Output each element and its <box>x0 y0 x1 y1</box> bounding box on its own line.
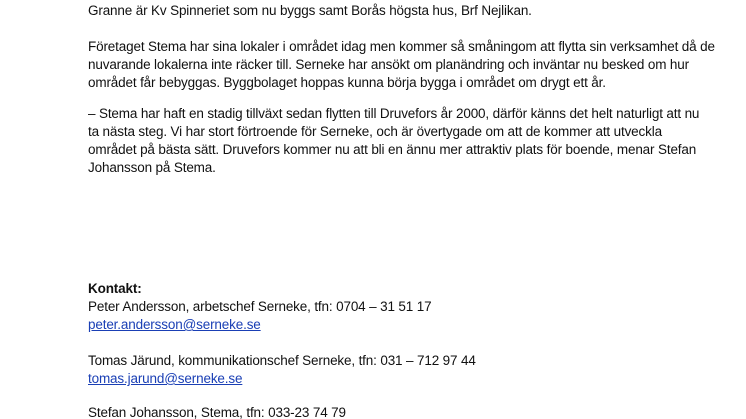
paragraph1-line3: området får bebyggas. Byggbolaget hoppas kunna börja bygga i området om drygt ett år. <box>88 75 606 90</box>
paragraph1-line1: Företaget Stema har sina lokaler i området idag men kommer så småningom att flytta sin verksamhet då de <box>88 39 715 54</box>
contact-peter-email-link[interactable]: peter.andersson@serneke.se <box>88 317 261 332</box>
contact-heading: Kontakt: <box>88 281 142 296</box>
contact-stefan-info: Stefan Johansson, Stema, tfn: 033-23 74 79 <box>88 405 346 419</box>
contact-tomas-email-link[interactable]: tomas.jarund@serneke.se <box>88 371 243 386</box>
paragraph1-line2: nuvarande lokalerna inte räcker till. Serneke har ansökt om planändring och inväntar nu besked om hur <box>88 57 689 72</box>
paragraph2-line2: ta nästa steg. Vi har stort förtroende för Serneke, och är övertygade om att de kommer att utveckla <box>88 124 662 139</box>
paragraph2-line4: Johansson på Stema. <box>88 160 216 175</box>
paragraph2-line3: området på bästa sätt. Druvefors kommer nu att bli en ännu mer attraktiv plats för boende, menar Stefan <box>88 142 697 157</box>
intro-line: Granne är Kv Spinneriet som nu byggs samt Borås högsta hus, Brf Nejlikan. <box>88 3 532 18</box>
paragraph2-line1: – Stema har haft en stadig tillväxt sedan flytten till Druvefors år 2000, därför känns det helt naturligt att nu <box>88 106 700 121</box>
contact-tomas-info: Tomas Järund, kommunikationschef Serneke, tfn: 031 – 712 97 44 <box>88 353 476 368</box>
contact-peter-info: Peter Andersson, arbetschef Serneke, tfn: 0704 – 31 51 17 <box>88 299 432 314</box>
